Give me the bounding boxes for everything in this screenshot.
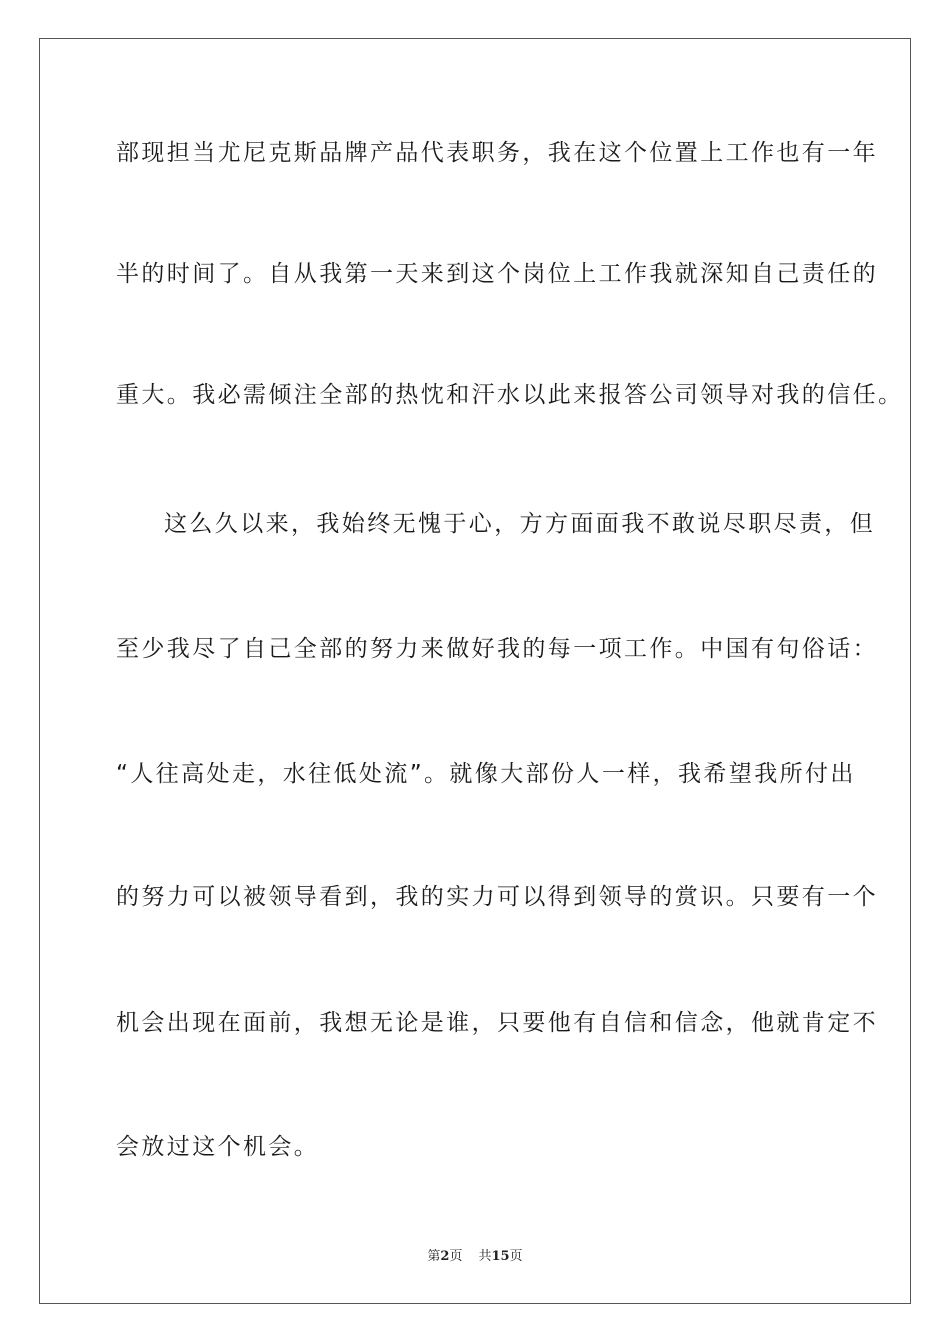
- page-border: [39, 38, 911, 1304]
- page-label-prefix: 第: [427, 1249, 441, 1264]
- body-text-line: 机会出现在面前，我想无论是谁，只要他有自信和信念，他就肯定不: [116, 1010, 878, 1036]
- body-text-line: 重大。我必需倾注全部的热忱和汗水以此来报答公司领导对我的信任。: [116, 382, 904, 408]
- body-text-line: “人往高处走，水往低处流”。就像大部份人一样，我希望我所付出: [116, 761, 856, 787]
- body-text-line: 至少我尽了自己全部的努力来做好我的每一项工作。中国有句俗话：: [116, 636, 878, 662]
- body-text-line: 的努力可以被领导看到，我的实力可以得到领导的赏识。只要有一个: [116, 884, 878, 910]
- page-footer: [0, 1248, 950, 1266]
- page-label-suffix: 页: [449, 1249, 463, 1264]
- body-text-line: 部现担当尤尼克斯品牌产品代表职务，我在这个位置上工作也有一年: [116, 140, 878, 166]
- total-label-prefix: 共: [478, 1249, 492, 1264]
- total-pages: 15: [491, 1249, 510, 1264]
- total-label-suffix: 页: [509, 1249, 523, 1264]
- page-number: 2: [440, 1249, 450, 1264]
- body-text-line: 会放过这个机会。: [116, 1134, 320, 1160]
- paragraph-first-line: 这么久以来，我始终无愧于心，方方面面我不敢说尽职尽责，但: [164, 511, 876, 537]
- body-text-line: 半的时间了。自从我第一天来到这个岗位上工作我就深知自己责任的: [116, 261, 878, 287]
